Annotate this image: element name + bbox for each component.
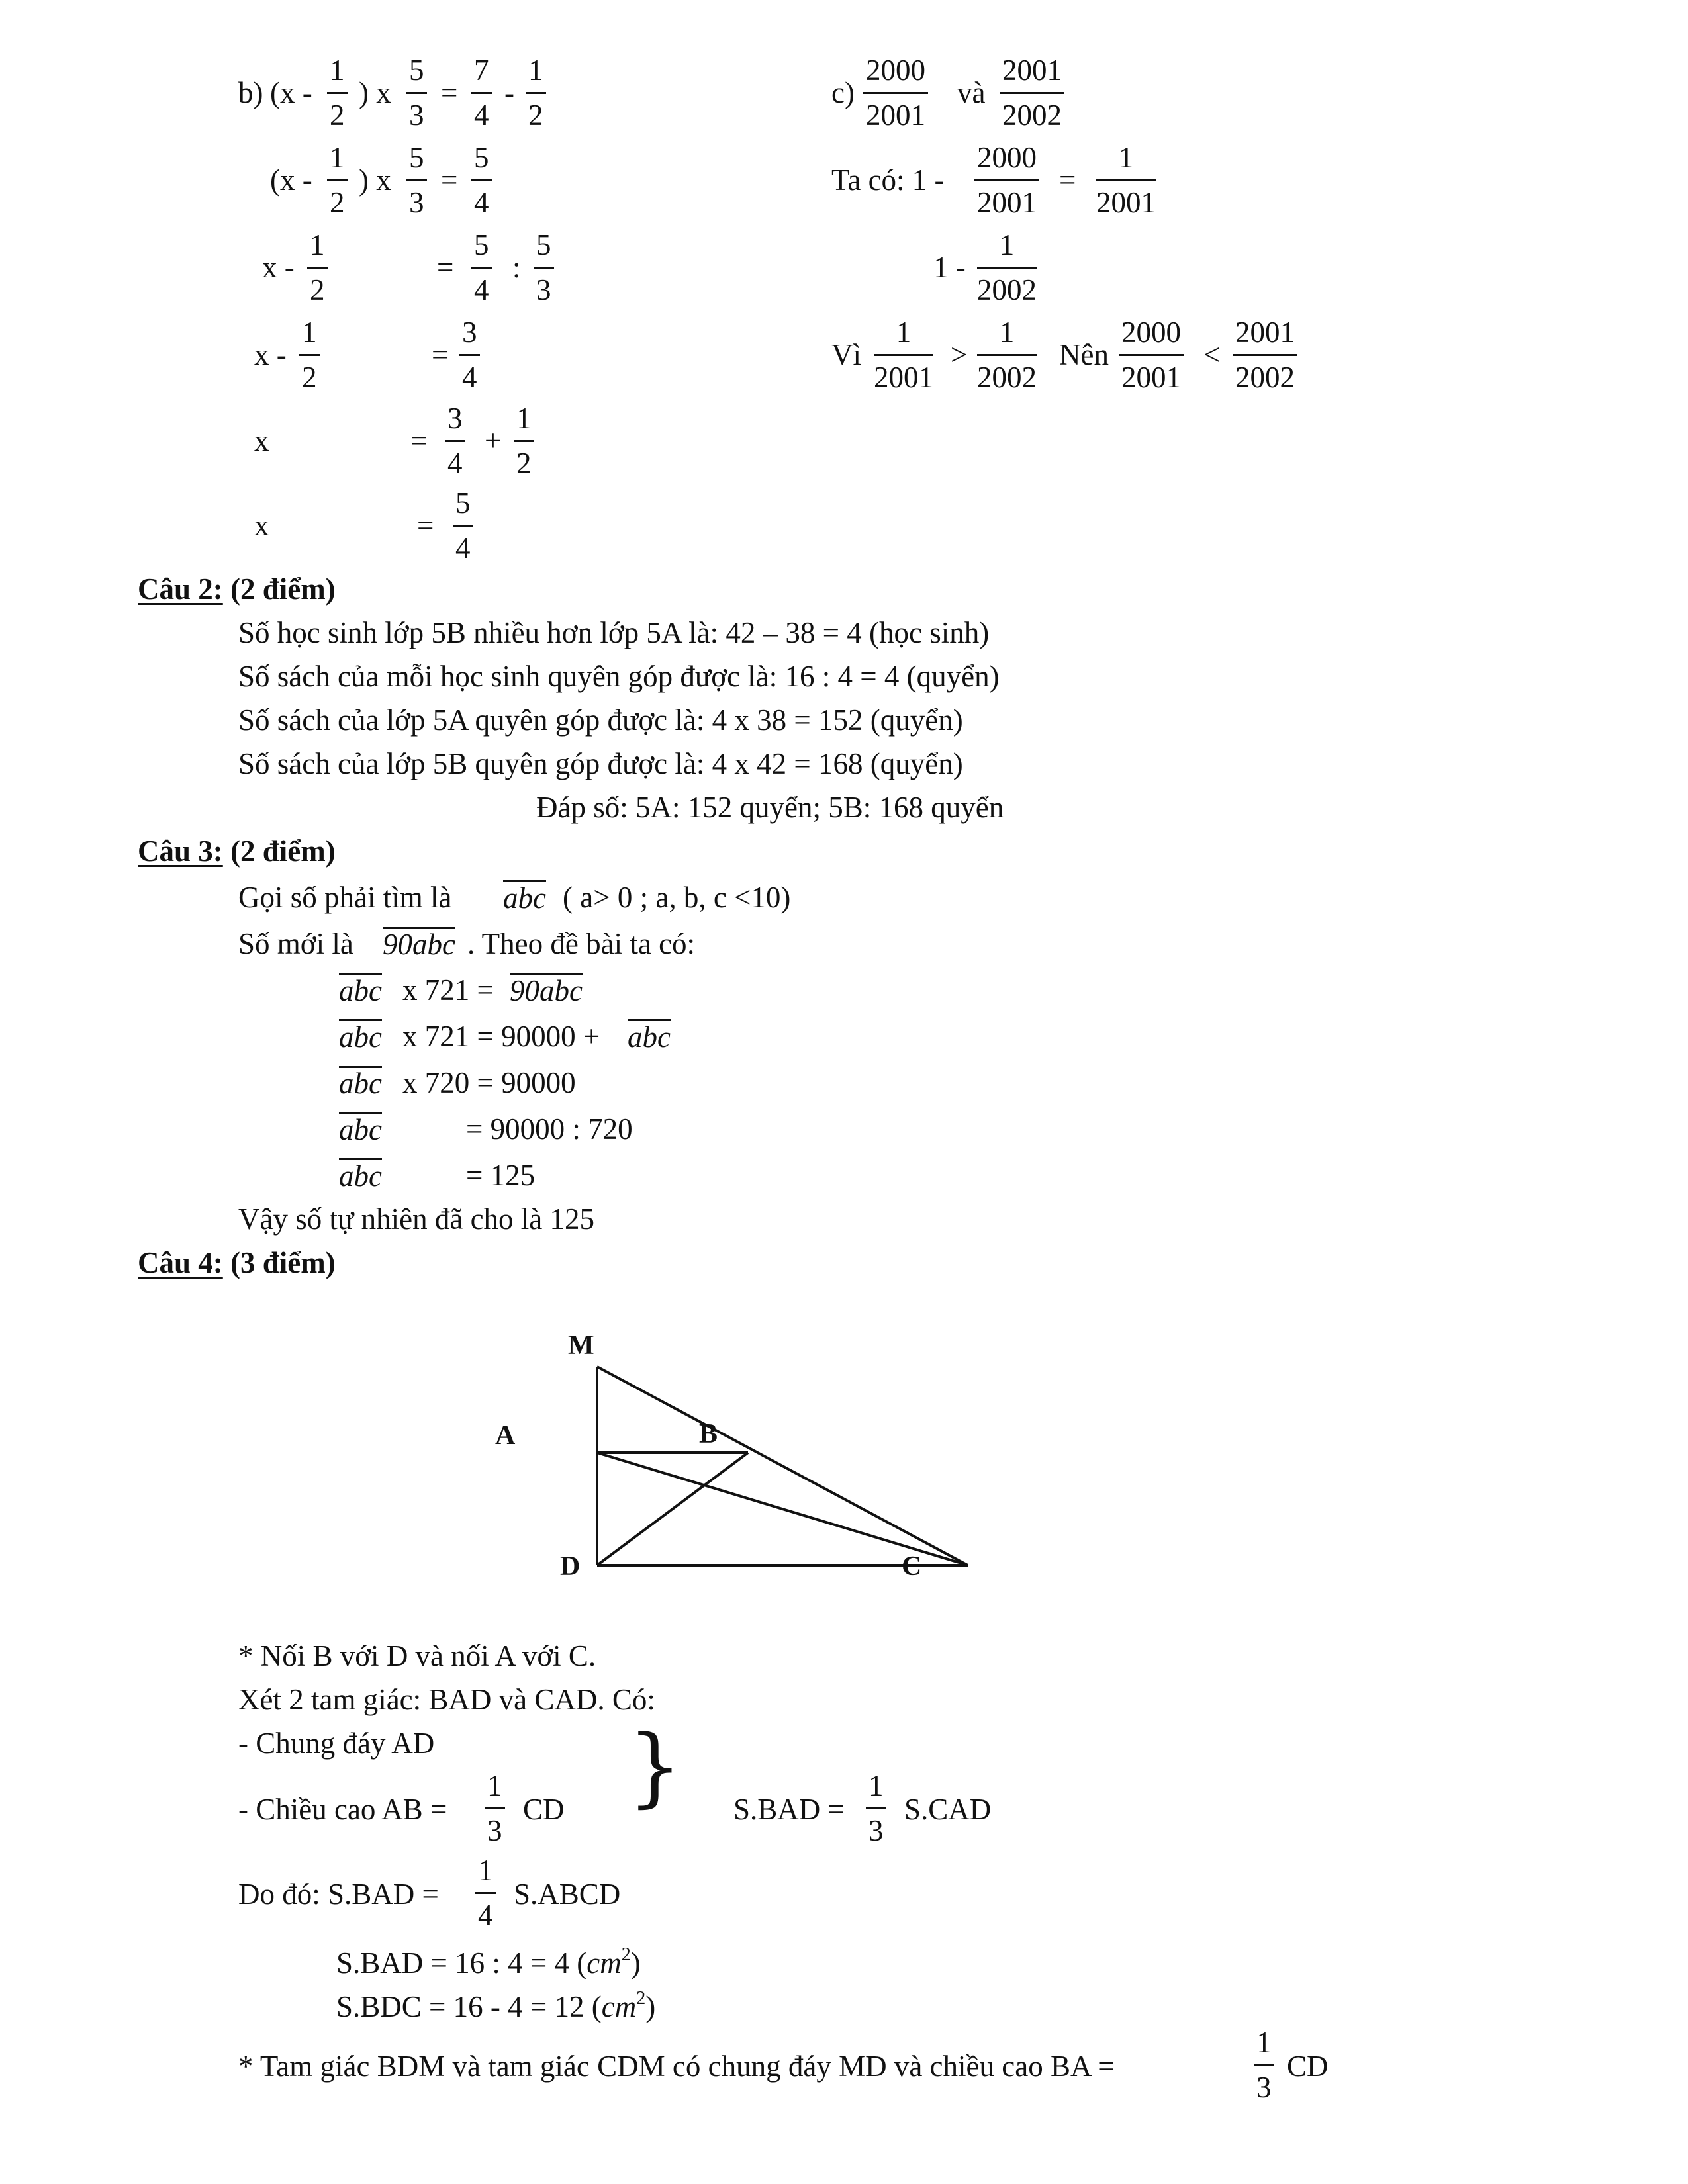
expr-text: : <box>512 251 521 284</box>
cau4-text: Do đó: S.BAD = <box>238 1878 439 1911</box>
overline-number: abc <box>339 974 382 1007</box>
cau3-text: Số mới là <box>238 927 353 960</box>
cau2-line: Số sách của lớp 5B quyên góp được là: 4 x 42 = 168 (quyển) <box>238 747 963 780</box>
fraction: $\frac{3}{4}$ <box>445 404 465 478</box>
expr-text: = <box>432 338 449 371</box>
expr-text: Nên <box>1059 338 1109 371</box>
fraction: $\frac{1}{2}$ <box>526 56 546 130</box>
right-brace-icon: } <box>628 1716 682 1817</box>
overline-number: abc <box>339 1067 382 1100</box>
cau4-text: S.BAD = <box>733 1793 845 1826</box>
cau3-text: . Theo đề bài ta có: <box>467 927 696 960</box>
cau4-text: CD <box>1287 2050 1329 2083</box>
fraction: $\frac{1}{2002}$ <box>977 316 1037 394</box>
cau3-text: Gọi số phải tìm là <box>238 881 452 914</box>
overline-number: abc <box>339 1113 382 1146</box>
expr-text: = <box>437 251 454 284</box>
cau3-step: x 721 = <box>402 974 494 1007</box>
fraction: $\frac{1}{2002}$ <box>977 228 1037 306</box>
cau4-title: Câu 4: <box>138 1246 223 1279</box>
cau4-text: - Chung đáy AD <box>238 1727 435 1760</box>
cau2-title: Câu 2: <box>138 572 223 606</box>
fraction: $\frac{7}{4}$ <box>471 56 492 130</box>
cau3-conclusion: Vậy số tự nhiên đã cho là 125 <box>238 1203 595 1236</box>
cau3-text: ( a> 0 ; a, b, c <10) <box>563 881 791 914</box>
fraction: $\frac{1}{2}$ <box>327 143 348 218</box>
cau4-text: CD <box>523 1793 565 1826</box>
fraction: $\frac{2000}{2001}$ <box>1119 318 1184 392</box>
fraction: $\frac{5}{3}$ <box>534 230 554 305</box>
expr-text: < <box>1203 338 1221 371</box>
cau4-text: * Tam giác BDM và tam giác CDM có chung đáy MD và chiều cao BA = <box>238 2050 1115 2083</box>
overline-number: 90abc <box>510 974 583 1007</box>
expr-text: = <box>441 163 458 197</box>
expr-text: Ta có: 1 - <box>831 163 945 197</box>
cau3-step: x 720 = 90000 <box>402 1066 576 1099</box>
cau3-step: x 721 = 90000 + <box>402 1020 600 1053</box>
fraction: $\frac{1}{3}$ <box>485 1771 505 1846</box>
point-label-C: C <box>902 1551 922 1582</box>
fraction: $\frac{5}{4}$ <box>471 230 492 305</box>
expr-text: ) x <box>359 76 391 109</box>
overline-number: abc <box>339 1160 382 1193</box>
fraction: $\frac{2000}{2001}$ <box>974 143 1039 218</box>
cau4-area-bdc: S.BDC = 16 - 4 = 12 $(cm^2)$ <box>336 1988 656 2023</box>
fraction: $\frac{5}{3}$ <box>406 143 427 218</box>
fraction: $\frac{1}{2}$ <box>307 230 328 305</box>
expr-text: = <box>410 424 428 457</box>
fraction: $\frac{5}{3}$ <box>406 56 427 130</box>
cau3-step: = 90000 : 720 <box>466 1113 633 1146</box>
overline-number: abc <box>503 882 546 915</box>
cau4-points: (3 điểm) <box>230 1246 336 1279</box>
fraction: $\frac{1}{4}$ <box>475 1856 496 1931</box>
expr-text: + <box>485 424 502 457</box>
cau4-text: - Chiều cao AB = <box>238 1793 447 1826</box>
fraction: $\frac{3}{4}$ <box>459 318 480 392</box>
expr-text: - <box>504 76 514 109</box>
point-label-B: B <box>699 1419 718 1449</box>
fraction: $\frac{1}{2001}$ <box>1096 141 1156 219</box>
cau2-line: Số sách của mỗi học sinh quyên góp được là: 16 : 4 = 4 (quyển) <box>238 660 1000 693</box>
overline-number: abc <box>628 1021 671 1054</box>
fraction: $\frac{1}{2}$ <box>514 404 534 478</box>
cau4-area-bad: S.BAD = 16 : 4 = 4 $(cm^2)$ <box>336 1944 641 1979</box>
point-label-D: D <box>560 1551 581 1582</box>
segment-AC <box>597 1453 968 1565</box>
fraction: $\frac{1}{3}$ <box>866 1771 886 1846</box>
cau3-title: Câu 3: <box>138 835 223 868</box>
fraction: $\frac{1}{3}$ <box>1254 2028 1274 2103</box>
expr-text: x - <box>262 251 295 284</box>
cau4-text: S.CAD <box>904 1793 992 1826</box>
point-label-A: A <box>495 1420 516 1451</box>
cau2-points: (2 điểm) <box>230 572 336 606</box>
overline-number: 90abc <box>383 928 455 961</box>
expr-text: và <box>957 76 986 109</box>
segment-BD <box>597 1453 748 1565</box>
expr-text: = <box>441 76 458 109</box>
expr-text: Vì <box>831 338 861 371</box>
fraction: $\frac{2001}{2002}$ <box>1233 318 1297 392</box>
expr-text: x <box>254 424 269 457</box>
expr-text: x - <box>254 338 287 371</box>
expr-text: x <box>254 509 269 542</box>
expr-text: 1 - <box>933 251 966 284</box>
part-c-label: c) <box>831 76 855 109</box>
expr-text: = <box>1059 163 1076 197</box>
fraction: $\frac{2001}{2002}$ <box>1000 56 1064 130</box>
cau3-points: (2 điểm) <box>230 835 336 868</box>
fraction: $\frac{1}{2}$ <box>327 56 348 130</box>
expr-text: ) x <box>359 163 391 197</box>
cau4-text: S.ABCD <box>514 1878 621 1911</box>
cau4-text: Xét 2 tam giác: BAD và CAD. Có: <box>238 1683 655 1716</box>
cau2-line: Số sách của lớp 5A quyên góp được là: 4 x 38 = 152 (quyển) <box>238 704 963 737</box>
fraction: $\frac{1}{2001}$ <box>874 316 933 394</box>
fraction: $\frac{5}{4}$ <box>471 143 492 218</box>
cau2-answer: Đáp số: 5A: 152 quyển; 5B: 168 quyển <box>536 791 1004 824</box>
expr-text: = <box>417 509 434 542</box>
point-label-M: M <box>568 1330 594 1361</box>
part-b-label: b) <box>238 76 263 109</box>
segment-MC <box>597 1367 968 1565</box>
cau4-text: * Nối B với D và nối A với C. <box>238 1639 596 1672</box>
fraction: $\frac{1}{2}$ <box>299 318 320 392</box>
expr-text: (x - <box>270 76 312 109</box>
overline-number: abc <box>339 1021 382 1054</box>
cau3-step: = 125 <box>466 1159 536 1192</box>
fraction: $\frac{2000}{2001}$ <box>863 56 928 130</box>
expr-text: (x - <box>270 163 312 197</box>
fraction: $\frac{5}{4}$ <box>453 488 473 563</box>
expr-text: > <box>951 338 968 371</box>
cau2-line: Số học sinh lớp 5B nhiều hơn lớp 5A là: 42 – 38 = 4 (học sinh) <box>238 616 990 649</box>
